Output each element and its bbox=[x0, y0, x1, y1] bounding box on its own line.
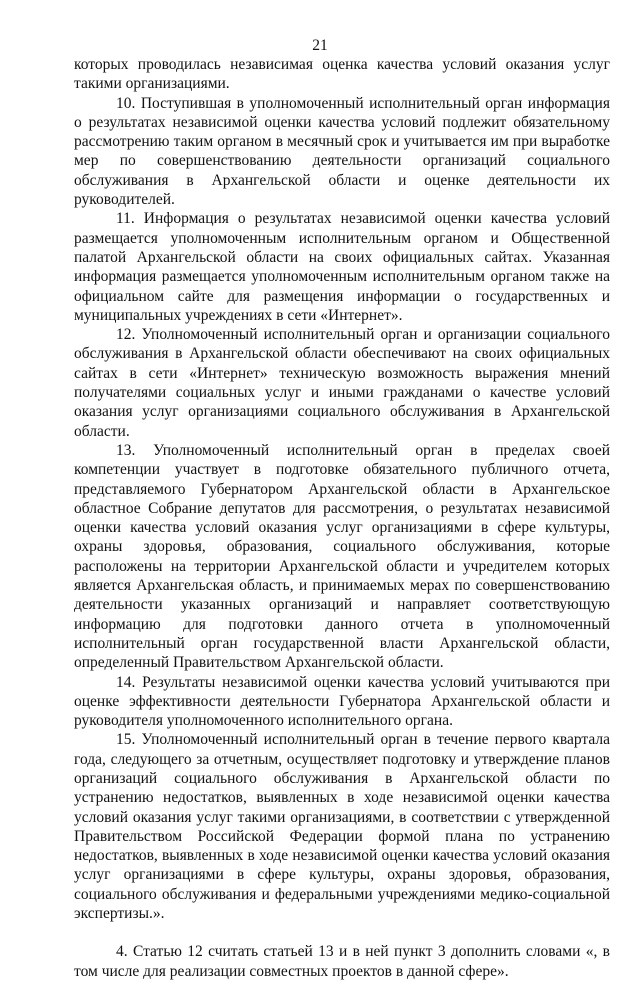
paragraph-15: 15. Уполномоченный исполнительный орган в течение первого квартала года, следующего за отчетным, осуществляет подготовку и утверждение планов организаций социального обслуживания в Архангельской области по устранению недостатков, выявленных в ходе независимой оценки качества условий оказания услуг такими организациями, в соответствии с утвержденной Правительством Российской Федерации формой плана по устранению недостатков, выявленных в ходе независимой оценки качества условий оказания услуг организациями в сфере культуры, охраны здоровья, образования, социального обслуживания и федеральными учреждениями медико-социальной экспертизы.». bbox=[74, 731, 610, 923]
document-body bbox=[74, 55, 610, 981]
paragraph-11: 11. Информация о результатах независимой оценки качества условий размещается уполномоченным исполнительным органом и Общественной палатой Архангельской области на своих официальных сайтах. Указанная информация размещается уполномоченным исполнительным органом также на официальном сайте для размещения информации о государственных и муниципальных учреждениях в сети «Интернет». bbox=[74, 210, 610, 324]
paragraph-12: 12. Уполномоченный исполнительный орган и организации социального обслуживания в Архангельской области обеспечивают на своих официальных сайтах в сети «Интернет» техническую возможность выражения мнений получателями социальных услуг и иными гражданами о качестве условий оказания услуг организациями социального обслуживания в Архангельской области. bbox=[74, 326, 610, 440]
paragraph-13: 13. Уполномоченный исполнительный орган в пределах своей компетенции участвует в подготовке обязательного публичного отчета, представляемого Губернатором Архангельской области в Архангельское областное Собрание депутатов для рассмотрения, о результатах независимой оценки качества условий оказания услуг организациями в сфере культуры, охраны здоровья, образования, социального обслуживания, которые расположены на территории Архангельской области и учредителем которых является Архангельская область, и принимаемых мерах по совершенствованию деятельности указанных организаций и направляет соответствующую информацию для подготовки данного отчета в уполномоченный исполнительный орган государственной власти Архангельской области, определенный Правительством Архангельской области. bbox=[74, 441, 610, 672]
paragraph-10: 10. Поступившая в уполномоченный исполнительный орган информация о результатах независимой оценки качества условий подлежит обязательному рассмотрению таким органом в месячный срок и учитывается им при выработке мер по совершенствованию деятельности организаций социального обслуживания в Архангельской области и оценке деятельности их руководителей. bbox=[74, 94, 610, 209]
page-number: 21 bbox=[312, 37, 328, 54]
amendment-item-4: 4. Статью 12 считать статьей 13 и в ней пункт 3 дополнить словами «, в том числе для реализации совместных проектов в данной сфере». bbox=[74, 943, 610, 980]
paragraph-continuation: которых проводилась независимая оценка качества условий оказания услуг такими организациями. bbox=[74, 56, 610, 93]
paragraph-14: 14. Результаты независимой оценки качества условий учитываются при оценке эффективности деятельности Губернатора Архангельской области и руководителя уполномоченного исполнительного органа. bbox=[74, 673, 610, 730]
